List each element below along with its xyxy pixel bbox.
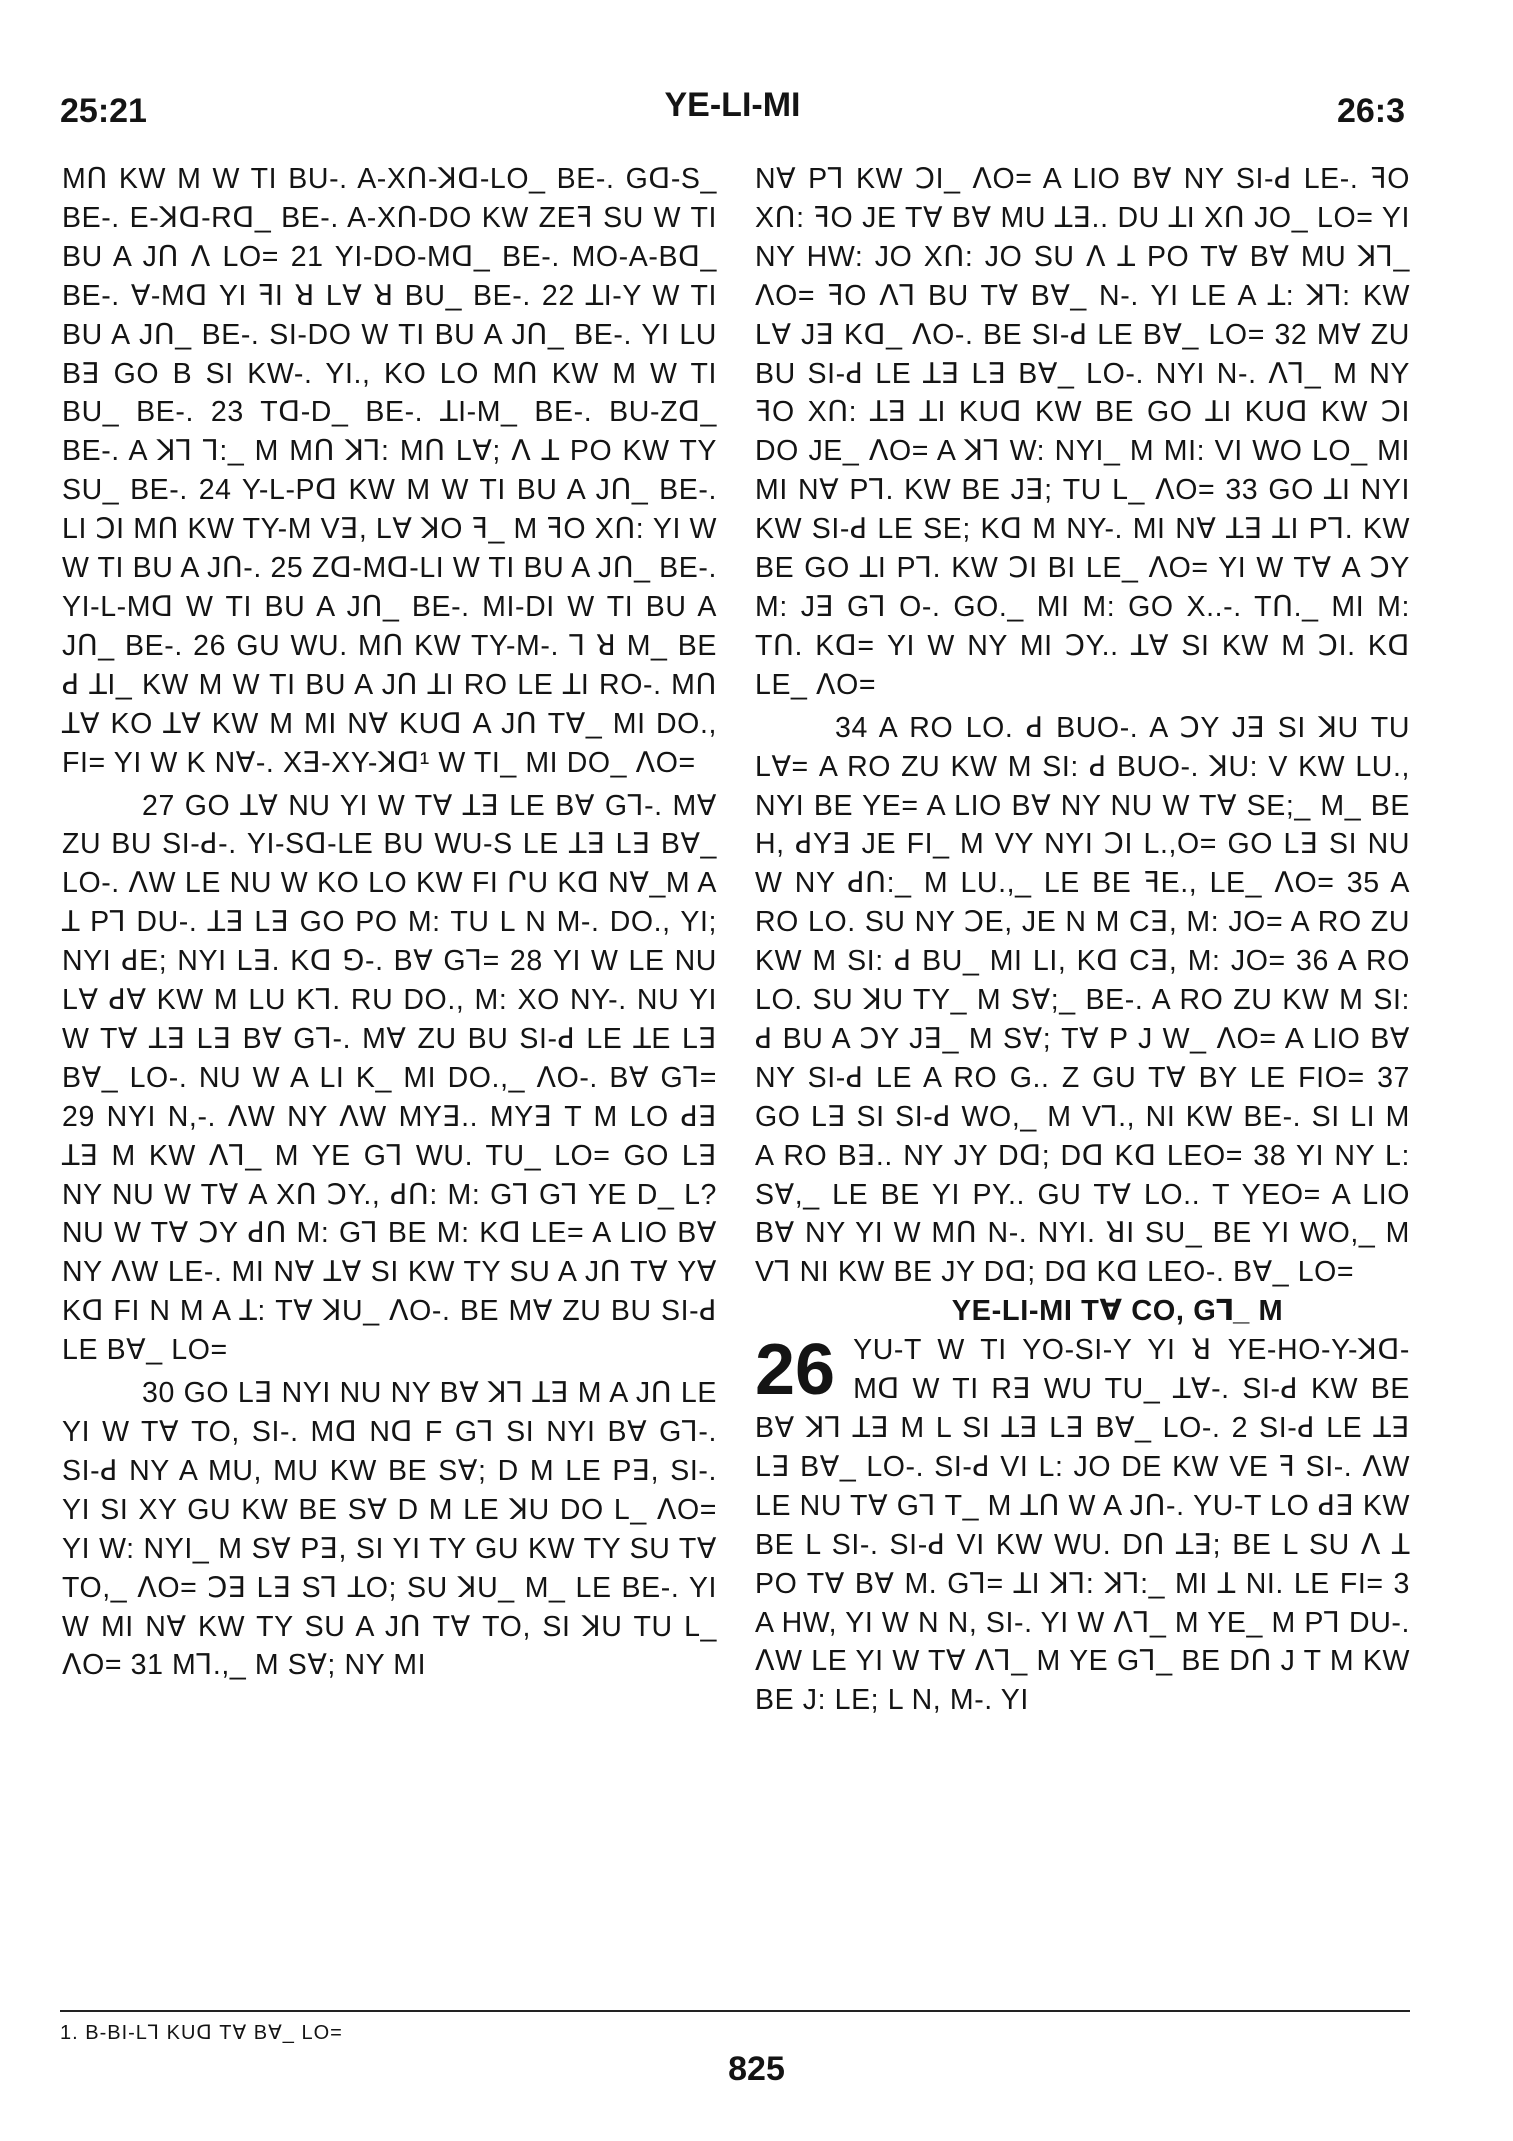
- footnote: 1. B-BI-Lꓶ KUꓷ Tꓯ Bꓯ_ LO=: [60, 2022, 343, 2044]
- chapter-paragraph: [755, 1331, 1410, 1720]
- page-number: 825: [728, 2050, 785, 2088]
- paragraph: Nꓯ Pꓶ KW ꓛI_ ꓥO= A LIO Bꓯ NY SI-ꓒ LE-. ꟻO XՈ: ꟻO JE Tꓯ Bꓯ MU ꓕꓱ.. DU ꓕI XՈ JO_ LO= YI NY HW: JO XՈ: JO SU ꓥ ꓕ PO Tꓯ Bꓯ MU ꓘꓶ_ ꓥO= ꟻO ꓥꓶ BU Tꓯ Bꓯ_ N-. YI LE A ꓕ: ꓘꓶ: KW Lꓯ Jꓱ Kꓷ_ ꓥO-. BE SI-ꓒ LE Bꓯ_ LO= 32 Mꓯ ZU BU SI-ꓒ LE ꓕꓱ Lꓱ Bꓯ_ LO-. NYI N-. ꓥꓶ_ M NY ꟻO XՈ: ꓕꓱ ꓕI KUꓷ KW BE GO ꓕI KUꓷ KW ꓛI DO JE_ ꓥO= A ꓘꓶ W: NYI_ M MI: VI WO LO_ MI MI Nꓯ Pꓶ. KW BE Jꓱ; TU L_ ꓥO= 33 GO ꓕI NYI KW SI-ꓒ LE SE; Kꓷ M NY-. MI Nꓯ ꓕꓱ ꓕI Pꓶ. KW BE GO ꓕI Pꓶ. KW ꓛI BI LE_ ꓥO= YI W Tꓯ A ꓛY M: Jꓱ Gꓶ O-. GO._ MI M: GO X..-. TՈ._ MI M: TՈ. Kꓷ= YI W NY MI ꓛY.. ꓕꓯ SI KW M ꓛI. Kꓷ LE_ ꓥO=: [755, 163, 1410, 701]
- paragraph: 34 A RO LO. ꓒ BUO-. A ꓛY Jꓱ SI ꓘU TU Lꓯ= A RO ZU KW M SI: ꓒ BUO-. ꓘU: V KW LU., NYI BE YE= A LIO Bꓯ NY NU W Tꓯ SE;_ M_ BE H, ꓒYꓱ JE FI_ M VY NYI ꓛI L.,O= GO Lꓱ SI NU W NY ꓒՈ:_ M LU.,_ LE BE ꟻE., LE_ ꓥO= 35 A RO LO. SU NY ꓛE, JE N M Cꓱ, M: JO= A RO ZU KW M SI: ꓒ BU_ MI LI, Kꓷ Cꓱ, M: JO= 36 A RO LO. SU ꓘU TY_ M Sꓯ;_ BE-. A RO ZU KW M SI: ꓒ BU A ꓛY Jꓱ_ M Sꓯ; Tꓯ P J W_ ꓥO= A LIO Bꓯ NY SI-ꓒ LE A RO G.. Z GU Tꓯ BY LE FIO= 37 GO Lꓱ SI SI-ꓒ WO,_ M Vꓶ., NI KW BE-. SI LI M A RO Bꓱ.. NY JY Dꓷ; Dꓷ Kꓷ LEO= 38 YI NY L: Sꓯ,_ LE BE YI PY.. GU Tꓯ LO.. T YEO= A LIO Bꓯ NY YI W MՈ N-. NYI. ꓤI SU_ BE YI WO,_ M Vꓶ NI KW BE JY Dꓷ; Dꓷ Kꓷ LEO-. Bꓯ_ LO=: [755, 711, 1410, 1289]
- header-book-title: YE-LI-MI: [664, 86, 801, 124]
- left-column: [62, 160, 717, 1685]
- paragraph: 30 GO Lꓱ NYI NU NY Bꓯ ꓘꓶ ꓕꓱ M A JՈ LE YI W Tꓯ TO, SI-. Mꓷ Nꓷ F Gꓶ SI NYI Bꓯ Gꓶ-. SI-ꓒ NY A MU, MU KW BE Sꓯ; D M LE Pꓱ, SI-. YI SI XY GU KW BE Sꓯ D M LE ꓘU DO L_ ꓥO= YI W: NYI_ M Sꓯ Pꓱ, SI YI TY GU KW TY SU Tꓯ TO,_ ꓥO= ꓛꓱ Lꓱ Sꓶ ꓕO; SU ꓘU_ M_ LE BE-. YI W MI Nꓯ KW TY SU A JՈ Tꓯ TO, SI ꓘU TU L_ ꓥO= 31 Mꓶ.,_ M Sꓯ; NY MI: [62, 1377, 717, 1682]
- footnote-divider: [60, 2010, 1410, 2012]
- chapter-number: 26: [755, 1330, 836, 1411]
- running-header: [60, 86, 1405, 142]
- paragraph: YU-T W TI YO-SI-Y YI ꓤ YE-HO-Y-ꓘꓷ-Mꓷ W TI Rꓱ WU TU_ ꓕꓯ-. SI-ꓒ KW BE Bꓯ ꓘꓶ ꓕꓱ M L SI ꓕꓱ Lꓱ Bꓯ_ LO-. 2 SI-ꓒ LE ꓕꓱ Lꓱ Bꓯ_ LO-. SI-ꓒ VI L: JO DE KW VE ꟻ SI-. ꓥW LE NU Tꓯ Gꓶ T_ M ꓕՈ W A JՈ-. YU-T LO ꓒꓱ KW BE L SI-. SI-ꓒ VI KW WU. DՈ ꓕꓱ; BE L SU ꓥ ꓕ PO Tꓯ Bꓯ M. Gꓶ= ꓕI ꓘꓶ: ꓘꓶ:_ MI ꓕ NI. LE FI= 3 A HW, YI W N N, SI-. YI W ꓥꓶ_ M YE_ M Pꓶ DU-. ꓥW LE YI W Tꓯ ꓥꓶ_ M YE Gꓶ_ BE DՈ J T M KW BE J: LE; L N, M-. YI: [755, 1334, 1410, 1717]
- paragraph: MՈ KW M W TI BU-. A-XՈ-ꓘꓷ-LO_ BE-. Gꓷ-S_ BE-. E-ꓘꓷ-Rꓷ_ BE-. A-XՈ-DO KW ZEꟻ SU W TI BU A JՈ ꓥ LO= 21 YI-DO-Mꓷ_ BE-. MO-A-Bꓷ_ BE-. ꓯ-Mꓷ YI ꟻI ꓤ Lꓯ ꓤ BU_ BE-. 22 ꓕI-Y W TI BU A JՈ_ BE-. SI-DO W TI BU A JՈ_ BE-. YI LU Bꓱ GO B SI KW-. YI., KO LO MՈ KW M W TI BU_ BE-. 23 Tꓷ-D_ BE-. ꓕI-M_ BE-. BU-Zꓷ_ BE-. A ꓘꓶ ꓶ:_ M MՈ ꓘꓶ: MՈ Lꓯ; ꓥ ꓕ PO KW TY SU_ BE-. 24 Y-L-Pꓷ KW M W TI BU A JՈ_ BE-. LI ꓛI MՈ KW TY-M Vꓱ, Lꓯ ꓘO ꟻ_ M ꟻO XՈ: YI W W TI BU A JՈ-. 25 Zꓷ-Mꓷ-LI W TI BU A JՈ_ BE-. YI-L-Mꓷ W TI BU A JՈ_ BE-. MI-DI W TI BU A JՈ_ BE-. 26 GU WU. MՈ KW TY-M-. ꓶ ꓤ M_ BE ꓒ ꓕI_ KW M W TI BU A JՈ ꓕI RO LE ꓕI RO-. MՈ ꓕꓯ KO ꓕꓯ KW M MI Nꓯ KUꓷ A JՈ Tꓯ_ MI DO., FI= YI W K Nꓯ-. Xꓱ-XY-ꓘꓷ¹ W TI_ MI DO_ ꓥO=: [62, 163, 717, 779]
- paragraph: 27 GO ꓕꓯ NU YI W Tꓯ ꓕꓱ LE Bꓯ Gꓶ-. Mꓯ ZU BU SI-ꓒ-. YI-Sꓷ-LE BU WU-S LE ꓕꓱ Lꓱ Bꓯ_ LO-. ꓥW LE NU W KO LO KW FI ՐU Kꓷ Nꓯ_M A ꓕ Pꓶ DU-. ꓕꓱ Lꓱ GO PO M: TU L N M-. DO., YI; NYI ꓒE; NYI Lꓱ. Kꓷ ꓨ-. Bꓯ Gꓶ= 28 YI W LE NU Lꓯ ꓒꓯ KW M LU Kꓶ. RU DO., M: XO NY-. NU YI W Tꓯ ꓕꓱ Lꓱ Bꓯ Gꓶ-. Mꓯ ZU BU SI-ꓒ LE ꓕE Lꓱ Bꓯ_ LO-. NU W A LI K_ MI DO.,_ ꓥO-. Bꓯ Gꓶ= 29 NYI N,-. ꓥW NY ꓥW MYꓱ.. MYꓱ T M LO ꓒꓱ ꓕꓱ M KW ꓥꓶ_ M YE Gꓶ WU. TU_ LO= GO Lꓱ NY NU W Tꓯ A XՈ ꓛY., ꓒՈ: M: Gꓶ Gꓶ YE D_ L? NU W Tꓯ ꓛY ꓒՈ M: Gꓶ BE M: Kꓷ LE= A LIO Bꓯ NY ꓥW LE-. MI Nꓯ ꓕꓯ SI KW TY SU A JՈ Tꓯ Yꓯ Kꓷ FI N M A ꓕ: Tꓯ ꓘU_ ꓥO-. BE Mꓯ ZU BU SI-ꓒ LE Bꓯ_ LO=: [62, 789, 717, 1367]
- header-right-reference: 26:3: [1336, 92, 1405, 130]
- chapter-heading: YE-LI-MI Tꓯ CO, Gꓶ_ M: [951, 1295, 1284, 1328]
- right-column: [755, 160, 1410, 1720]
- header-left-reference: 25:21: [60, 92, 147, 130]
